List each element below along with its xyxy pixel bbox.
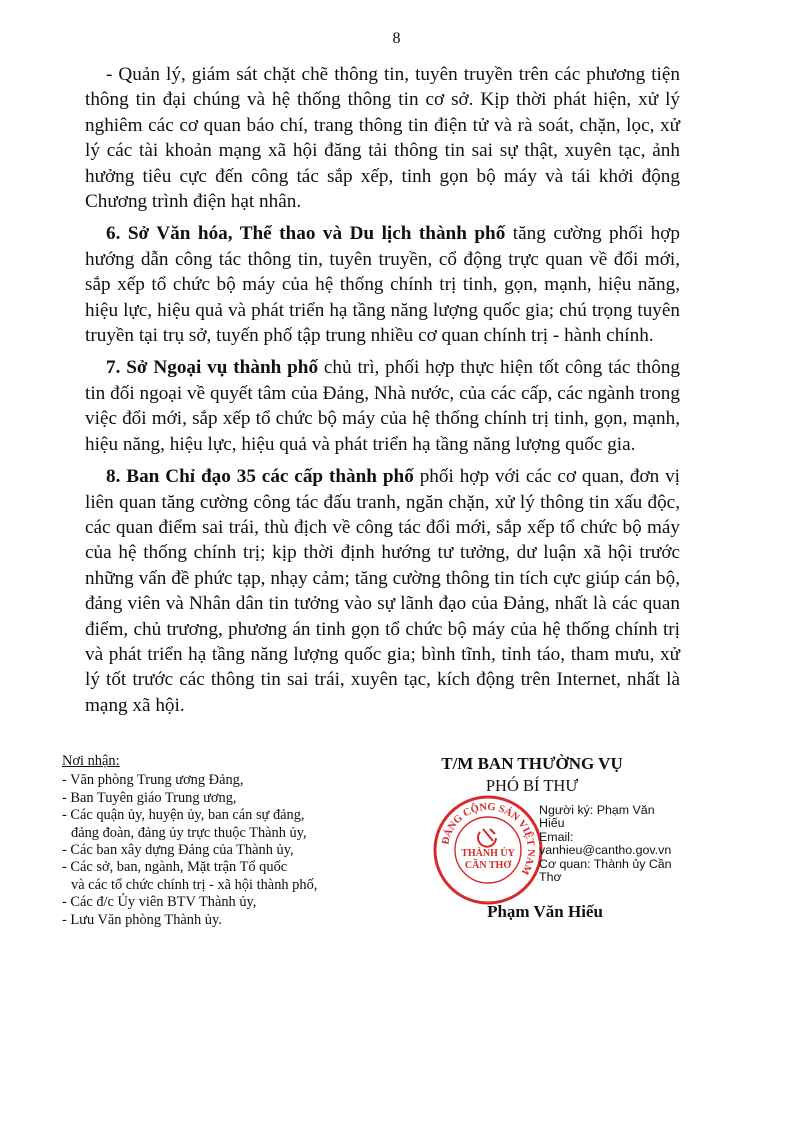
recipient-line-continued: và các tổ chức chính trị - xã hội thành phố, xyxy=(71,876,318,893)
recipient-line: - Các sở, ban, ngành, Mặt trận Tổ quốc xyxy=(62,859,288,876)
list-item xyxy=(62,842,382,859)
list-item xyxy=(62,790,382,807)
signer-email: vanhieu@cantho.gov.vn xyxy=(539,843,672,858)
recipient-line: - Các đ/c Ủy viên BTV Thành ủy, xyxy=(62,894,257,911)
official-seal-stamp xyxy=(432,794,544,906)
signature-role: PHÓ BÍ THƯ xyxy=(485,776,579,795)
recipient-line: - Ban Tuyên giáo Trung ương, xyxy=(62,789,237,806)
paragraph-media-management xyxy=(85,62,680,214)
digital-signature-info xyxy=(539,804,679,884)
seal-center-line-2: CẦN THƠ xyxy=(464,860,512,871)
recipients-list xyxy=(62,772,382,929)
page-number: 8 xyxy=(392,30,401,47)
recipient-line-continued: đảng đoàn, đảng ủy trực thuộc Thành ủy, xyxy=(71,824,307,841)
recipient-line: - Lưu Văn phòng Thành ủy. xyxy=(62,911,222,928)
document-body xyxy=(85,62,680,725)
recipient-line: - Văn phòng Trung ương Đảng, xyxy=(62,772,244,789)
list-item xyxy=(62,912,382,929)
paragraph-heading: 6. Sở Văn hóa, Thể thao và Du lịch thành phố xyxy=(106,223,506,245)
recipients-title: Nơi nhận: xyxy=(62,753,120,769)
list-item xyxy=(62,772,382,789)
seal-center-line-1: THÀNH ỦY xyxy=(461,848,515,859)
signer-agency: Cơ quan: Thành ủy Cần Thơ xyxy=(539,856,672,885)
list-item xyxy=(62,859,382,894)
seal-ring-text: ĐẢNG CỘNG SẢN VIỆT NAM xyxy=(440,801,537,877)
paragraph-text: tăng cường phối hợp hướng dẫn công tác thông tin, tuyên truyền, cổ động trực quan về đổi mới, sắp xếp tổ chức bộ máy của hệ thống chính trị tinh, gọn, mạnh, hiệu năng, hiệu lực, hiệu quả và phát triển hạ tầng năng lượng quốc gia; chú trọng tuyên truyền tại trụ sở, tuyến phố tập trung nhiều cơ quan chính trị - hành chính. xyxy=(85,223,680,347)
recipient-line: - Các quận ủy, huyện ủy, ban cán sự đảng, xyxy=(62,807,305,824)
paragraph-heading: 7. Sở Ngoại vụ thành phố xyxy=(106,357,319,379)
paragraph-text: chủ trì, phối hợp thực hiện tốt công tác thông tin đối ngoại về quyết tâm của Đảng, Nhà nước, của các cấp, các ngành trong việc đổi mới, sắp xếp tổ chức bộ máy của hệ thống chính trị tinh, gọn, mạnh, hiệu năng, hiệu lực, hiệu quả và phát triển hạ tầng năng lượng quốc gia. xyxy=(85,357,681,455)
signer-name: Phạm Văn Hiếu xyxy=(487,902,603,921)
hammer-sickle-icon xyxy=(478,829,496,847)
paragraph-heading: 8. Ban Chỉ đạo 35 các cấp thành phố xyxy=(106,466,414,488)
paragraph-text: - Quản lý, giám sát chặt chẽ thông tin, tuyên truyền trên các phương tiện thông tin đại chúng và hệ thống thông tin cơ sở. Kịp thời phát hiện, xử lý nghiêm các cơ quan báo chí, trang thông tin điện tử và rà soát, chặn, lọc, xử lý các tài khoản mạng xã hội đăng tải thông tin sai sự thật, xuyên tạc, ảnh hưởng tiêu cực đến công tác sắp xếp, tinh gọn bộ máy và tái khởi động Chương trình điện hạt nhân. xyxy=(85,64,680,213)
signature-title: T/M BAN THƯỜNG VỤ xyxy=(441,754,623,773)
list-item xyxy=(62,807,382,842)
recipients-block xyxy=(62,753,382,929)
paragraph-foreign-affairs-department xyxy=(85,355,680,457)
recipient-line: - Các ban xây dựng Đảng của Thành ủy, xyxy=(62,842,294,859)
email-label: Email: xyxy=(539,829,574,844)
paragraph-steering-committee-35 xyxy=(85,464,680,718)
list-item xyxy=(62,894,382,911)
paragraph-text: phối hợp với các cơ quan, đơn vị liên quan tăng cường công tác đấu tranh, ngăn chặn, xử lý thông tin xấu độc, các quan điểm sai trái, thù địch về công tác đổi mới, sắp xếp tổ chức bộ máy của hệ thống chính trị; kịp thời định hướng tư tưởng, dư luận xã hội trước những vấn đề phức tạp, nhạy cảm; tăng cường thông tin tích cực giúp cán bộ, đảng viên và Nhân dân tin tưởng vào sự lãnh đạo của Đảng, nhất là các quan điểm, chủ trương, phương án tinh gọn tổ chức bộ máy của hệ thống chính trị và phát triển hạ tầng năng lượng quốc gia; bình tĩnh, tỉnh táo, tham mưu, xử lý tốt trước các thông tin sai trái, xuyên tạc, kích động trên Internet, nhất là mạng xã hội. xyxy=(85,466,680,716)
signer-label: Người ký: Phạm Văn Hiếu xyxy=(539,803,655,831)
paragraph-culture-department xyxy=(85,221,680,348)
